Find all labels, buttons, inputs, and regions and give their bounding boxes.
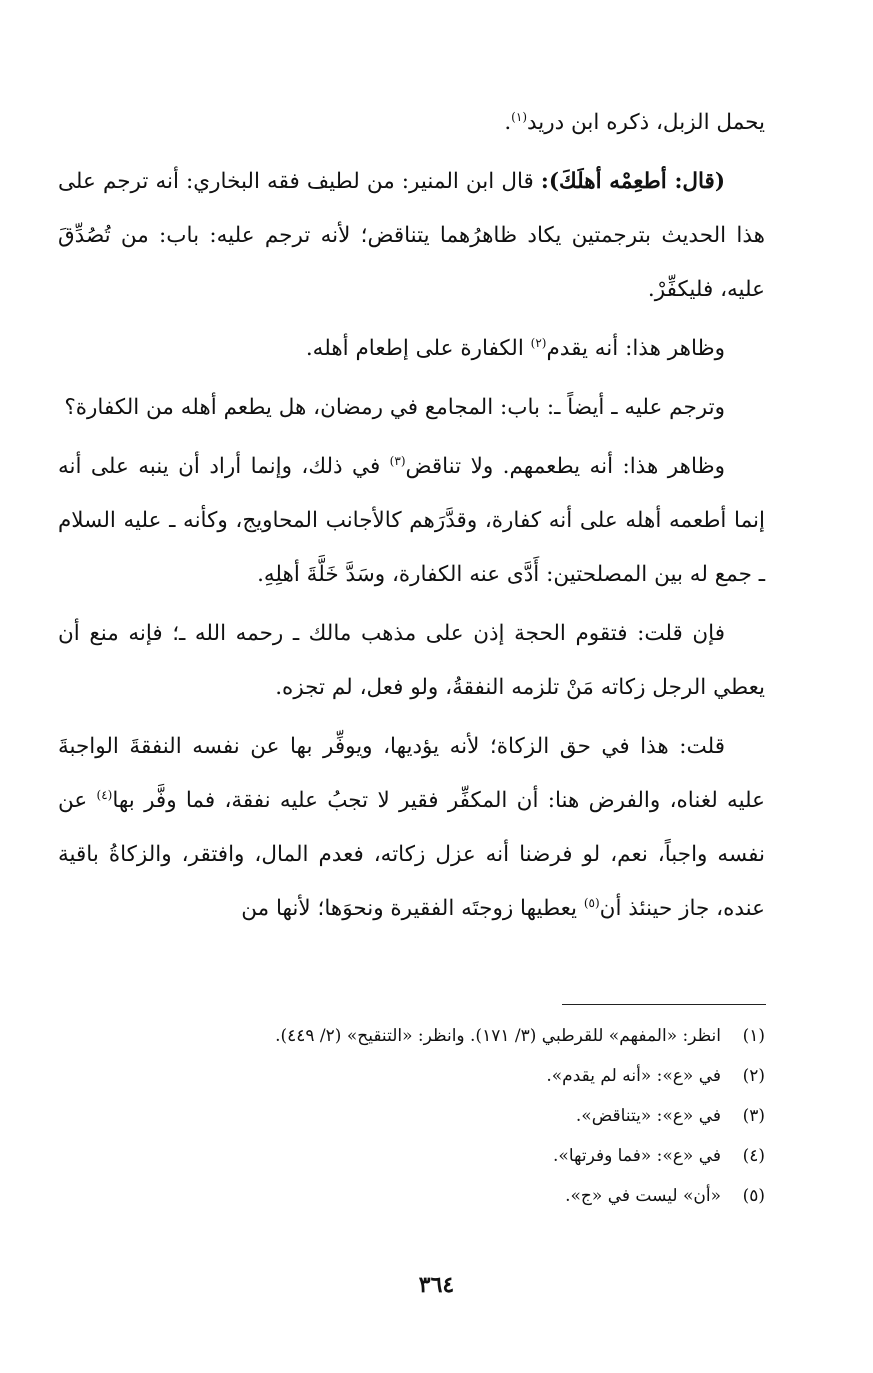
footnote-3: [60, 1096, 765, 1136]
main-text: [58, 96, 765, 941]
paragraph-1: يحمل الزبل، ذكره ابن دريد$^{(١)}$.: [504, 109, 765, 135]
footnote-number: (٢): [742, 1066, 765, 1086]
footnote-text: في «ع»: «يتناقض».: [575, 1106, 721, 1126]
footnote-ref-5[interactable]: (٥): [583, 895, 600, 910]
footnote-1: [60, 1016, 765, 1056]
footnote-ref-1[interactable]: (١): [511, 109, 527, 124]
paragraph-6: فإن قلت: فتقوم الحجة إذن على مذهب مالك ـ رحمه الله ـ؛ فإنه منع أن يعطي الرجل زكاته مَنْ تلزمه النفقةُ، ولو فعل، لم تجزه.: [58, 621, 765, 700]
footnote-2: [60, 1056, 765, 1096]
footnote-text: «أن» ليست في «ج».: [565, 1186, 721, 1206]
footnote-ref-2[interactable]: (٢): [530, 335, 547, 350]
footnote-5: [60, 1176, 765, 1216]
footnote-ref-3[interactable]: (٣): [389, 453, 406, 468]
footnote-number: (٥): [742, 1186, 765, 1206]
footnote-text: في «ع»: «فما وفرتها».: [553, 1146, 721, 1166]
paragraph-2: (قال: أطعِمْه أهلَكَ): قال ابن المنير: من لطيف فقه البخاري: أنه ترجم على هذا الحديث بترجمتين يكاد ظاهرُهما يتناقض؛ لأنه ترجم عليه: باب: من تُصُدِّقَ عليه، فليكفِّرْ.: [58, 169, 765, 302]
paragraph-7: قلت: هذا في حق الزكاة؛ لأنه يؤديها، ويوفِّر بها عن نفسه النفقةَ الواجبةَ عليه لغناه، والفرض هنا: أن المكفِّر فقير لا تجبُ عليه نفقة، فما وفَّر بها$^{(٤)}$ عن نفسه واجباً، نعم، لو فرضنا أنه عزل زكاته، فعدم المال، وافتقر، والزكاةُ باقية عنده، جاز حينئذ أن$^{(٥)}$ يعطيها زوجتَه الفقيرة ونحوَها؛ لأنها من: [58, 734, 766, 921]
paragraph-3: وظاهر هذا: أنه يقدم$^{(٢)}$ الكفارة على إطعام أهله.: [305, 335, 725, 361]
footnote-number: (١): [742, 1026, 765, 1046]
paragraph-5: وظاهر هذا: أنه يطعمهم. ولا تناقض$^{(٣)}$ في ذلك، وإنما أراد أن ينبه على أنه إنما أطعمه أهله على أنه كفارة، وقدَّرَهم كالأجانب المحاويج، وكأنه ـ عليه السلام ـ جمع له بين المصلحتين: أَدَّى عنه الكفارة، وسَدَّ خَلَّةَ أهلِهِ.: [58, 453, 765, 587]
footnote-separator: [562, 1004, 766, 1005]
footnote-ref-4[interactable]: (٤): [96, 787, 113, 802]
page-number: ٣٦٤: [418, 1272, 455, 1298]
paragraph-4: وترجم عليه ـ أيضاً ـ: باب: المجامع في رمضان، هل يطعم أهله من الكفارة؟: [64, 395, 725, 420]
footnote-number: (٣): [742, 1106, 765, 1126]
footnote-text: في «ع»: «أنه لم يقدم».: [546, 1066, 721, 1086]
footnote-text: انظر: «المفهم» للقرطبي (٣/ ١٧١). وانظر: «التنقيح» (٢/ ٤٤٩).: [275, 1026, 721, 1046]
footnote-4: [60, 1136, 765, 1176]
footnote-number: (٤): [742, 1146, 765, 1166]
quoted-hadith-lead: (قال: أطعِمْه أهلَكَ):: [540, 169, 725, 194]
footnotes: [60, 1016, 765, 1216]
